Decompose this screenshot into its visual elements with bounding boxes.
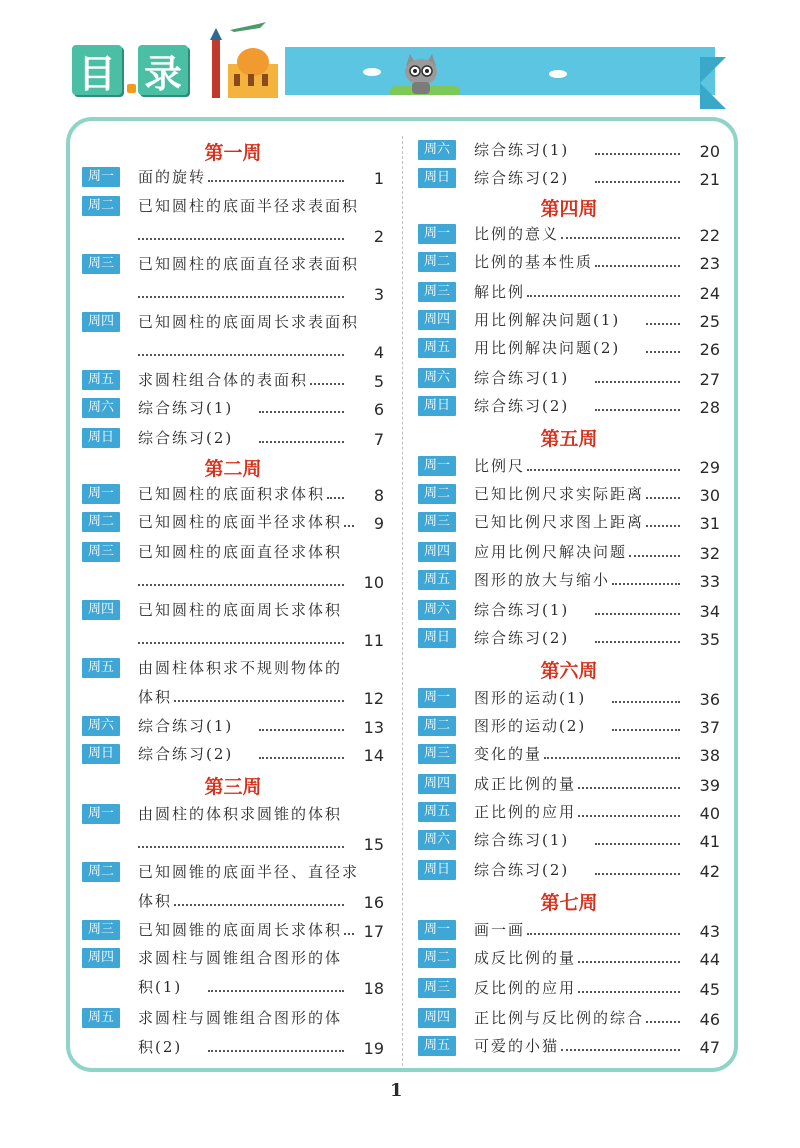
toc-entry-title: 正比例与反比例的综合	[474, 1009, 645, 1027]
leader-dots	[646, 525, 680, 527]
leader-dots	[174, 700, 344, 702]
toc-page-number: 9	[373, 514, 384, 533]
toc-entry-title: 用比例解决问题(2)	[474, 339, 621, 357]
toc-entry-title: 积(1)	[138, 978, 183, 996]
leader-dots	[612, 583, 680, 585]
leader-dots	[578, 787, 680, 789]
toc-page-number: 5	[373, 372, 384, 391]
toc-page-number: 30	[699, 486, 720, 505]
toc-page-number: 6	[373, 400, 384, 419]
day-tag: 周三	[418, 512, 456, 532]
toc-page-number: 46	[699, 1010, 720, 1029]
toc-page-number: 7	[373, 430, 384, 449]
leader-dots	[595, 381, 680, 383]
week-heading: 第七周	[540, 892, 598, 914]
day-tag: 周二	[418, 948, 456, 968]
toc-entry-title: 综合练习(1)	[474, 369, 570, 387]
leader-dots	[646, 1021, 680, 1023]
day-tag: 周五	[82, 370, 120, 390]
day-tag: 周一	[418, 920, 456, 940]
toc-page-number: 28	[699, 398, 720, 417]
day-tag: 周日	[418, 628, 456, 648]
toc-page-number: 18	[363, 979, 384, 998]
leader-dots	[595, 181, 680, 183]
toc-page-number: 45	[699, 980, 720, 999]
toc-page-number: 37	[699, 718, 720, 737]
toc-page-number: 14	[363, 746, 384, 765]
leader-dots	[578, 815, 680, 817]
toc-page-number: 17	[363, 922, 384, 941]
day-tag: 周五	[418, 570, 456, 590]
toc-entry-title: 综合练习(2)	[474, 169, 570, 187]
day-tag: 周二	[82, 512, 120, 532]
toc-entry-title: 已知比例尺求实际距离	[474, 485, 645, 503]
toc-entry-title: 反比例的应用	[474, 979, 577, 997]
toc-entry-title: 已知圆锥的底面半径、直径求	[138, 863, 360, 881]
leader-dots	[646, 497, 680, 499]
leader-dots	[138, 846, 344, 848]
toc-entry-title: 已知圆柱的底面周长求表面积	[138, 313, 360, 331]
toc-page-number: 13	[363, 718, 384, 737]
day-tag: 周日	[418, 168, 456, 188]
toc-page-number: 8	[373, 486, 384, 505]
leader-dots	[578, 991, 680, 993]
leader-dots	[544, 757, 680, 759]
leader-dots	[612, 729, 680, 731]
toc-entry-title: 综合练习(2)	[474, 629, 570, 647]
toc-entry-title: 综合练习(2)	[474, 397, 570, 415]
title-char-mu: 目	[72, 45, 122, 95]
leader-dots	[327, 497, 344, 499]
leader-dots	[595, 873, 680, 875]
toc-entry-title: 图形的放大与缩小	[474, 571, 611, 589]
toc-entry-title: 比例的意义	[474, 225, 560, 243]
leader-dots	[138, 642, 344, 644]
toc-entry-title: 求圆柱与圆锥组合图形的体	[138, 1009, 343, 1027]
day-tag: 周五	[82, 1008, 120, 1028]
toc-page-number: 21	[699, 170, 720, 189]
toc-page-number: 15	[363, 835, 384, 854]
day-tag: 周四	[82, 948, 120, 968]
day-tag: 周六	[418, 600, 456, 620]
leader-dots	[138, 354, 344, 356]
toc-page-number: 35	[699, 630, 720, 649]
leader-dots	[208, 1050, 344, 1052]
day-tag: 周六	[82, 716, 120, 736]
cloud-icon	[548, 68, 568, 78]
day-tag: 周三	[82, 254, 120, 274]
day-tag: 周二	[82, 196, 120, 216]
toc-entry-title: 体积	[138, 892, 173, 910]
castle-illustration	[200, 28, 290, 98]
day-tag: 周三	[418, 978, 456, 998]
toc-entry-title: 可爱的小猫	[474, 1037, 560, 1055]
leader-dots	[595, 613, 680, 615]
day-tag: 周四	[418, 310, 456, 330]
day-tag: 周六	[82, 398, 120, 418]
leader-dots	[629, 555, 680, 557]
week-heading: 第二周	[204, 458, 262, 480]
leader-dots	[595, 641, 680, 643]
leader-dots	[527, 933, 680, 935]
toc-entry-title: 图形的运动(2)	[474, 717, 587, 735]
day-tag: 周二	[418, 252, 456, 272]
toc-entry-title: 综合练习(1)	[138, 717, 234, 735]
toc-page-number: 36	[699, 690, 720, 709]
day-tag: 周一	[82, 484, 120, 504]
toc-page-number: 34	[699, 602, 720, 621]
day-tag: 周一	[418, 688, 456, 708]
leader-dots	[595, 153, 680, 155]
leader-dots	[138, 238, 344, 240]
day-tag: 周四	[418, 542, 456, 562]
leader-dots	[208, 990, 344, 992]
toc-page-number: 25	[699, 312, 720, 331]
toc-entry-title: 图形的运动(1)	[474, 689, 587, 707]
day-tag: 周二	[418, 484, 456, 504]
toc-entry-title: 已知比例尺求图上距离	[474, 513, 645, 531]
day-tag: 周五	[418, 1036, 456, 1056]
toc-page-number: 32	[699, 544, 720, 563]
leader-dots	[259, 411, 344, 413]
leader-dots	[595, 409, 680, 411]
toc-entry-title: 已知圆锥的底面周长求体积	[138, 921, 343, 939]
leader-dots	[138, 296, 344, 298]
toc-page-number: 31	[699, 514, 720, 533]
day-tag: 周二	[82, 862, 120, 882]
day-tag: 周三	[82, 542, 120, 562]
toc-page-number: 40	[699, 804, 720, 823]
week-heading: 第六周	[540, 660, 598, 682]
toc-entry-title: 用比例解决问题(1)	[474, 311, 621, 329]
leader-dots	[527, 295, 680, 297]
page-number: 1	[390, 1080, 403, 1101]
day-tag: 周五	[418, 338, 456, 358]
toc-page-number: 24	[699, 284, 720, 303]
toc-page-number: 22	[699, 226, 720, 245]
cat-mascot-icon	[398, 52, 444, 96]
day-tag: 周一	[418, 456, 456, 476]
toc-entry-title: 求圆柱与圆锥组合图形的体	[138, 949, 343, 967]
plane-icon	[228, 20, 268, 36]
toc-entry-title: 应用比例尺解决问题	[474, 543, 628, 561]
leader-dots	[310, 383, 344, 385]
leader-dots	[595, 843, 680, 845]
leader-dots	[561, 1049, 680, 1051]
toc-entry-title: 由圆柱体积求不规则物体的	[138, 659, 343, 677]
day-tag: 周六	[418, 368, 456, 388]
toc-entry-title: 综合练习(2)	[138, 429, 234, 447]
day-tag: 周四	[82, 600, 120, 620]
toc-entry-title: 面的旋转	[138, 168, 207, 186]
toc-entry-title: 已知圆柱的底面积求体积	[138, 485, 326, 503]
toc-entry-title: 综合练习(2)	[474, 861, 570, 879]
toc-entry-title: 已知圆柱的底面直径求体积	[138, 543, 343, 561]
header-banner	[285, 47, 715, 95]
day-tag: 周一	[82, 804, 120, 824]
toc-page-number: 16	[363, 893, 384, 912]
toc-entry-title: 比例的基本性质	[474, 253, 594, 271]
toc-entry-title: 由圆柱的体积求圆锥的体积	[138, 805, 343, 823]
toc-entry-title: 综合练习(1)	[474, 831, 570, 849]
day-tag: 周三	[418, 282, 456, 302]
title-char-lu: 录	[138, 45, 188, 95]
toc-page-number: 33	[699, 572, 720, 591]
banner-tail	[700, 57, 726, 109]
toc-entry-title: 成正比例的量	[474, 775, 577, 793]
toc-entry-title: 解比例	[474, 283, 526, 301]
toc-page-number: 12	[363, 689, 384, 708]
toc-page-number: 11	[363, 631, 384, 650]
toc-entry-title: 比例尺	[474, 457, 526, 475]
day-tag: 周日	[418, 860, 456, 880]
toc-entry-title: 体积	[138, 688, 173, 706]
toc-entry-title: 已知圆柱的底面半径求表面积	[138, 197, 360, 215]
day-tag: 周四	[418, 1008, 456, 1028]
toc-entry-title: 已知圆柱的底面周长求体积	[138, 601, 343, 619]
day-tag: 周日	[82, 428, 120, 448]
leader-dots	[259, 757, 344, 759]
toc-page-number: 39	[699, 776, 720, 795]
toc-page-number: 38	[699, 746, 720, 765]
day-tag: 周三	[82, 920, 120, 940]
toc-entry-title: 综合练习(2)	[138, 745, 234, 763]
week-heading: 第五周	[540, 428, 598, 450]
toc-entry-title: 综合练习(1)	[474, 141, 570, 159]
toc-entry-title: 综合练习(1)	[474, 601, 570, 619]
toc-entry-title: 变化的量	[474, 745, 543, 763]
day-tag: 周六	[418, 830, 456, 850]
toc-page-number: 1	[373, 169, 384, 188]
column-divider	[402, 136, 403, 1066]
week-heading: 第四周	[540, 198, 598, 220]
toc-entry-title: 画一画	[474, 921, 526, 939]
toc-entry-title: 综合练习(1)	[138, 399, 234, 417]
leader-dots	[138, 584, 344, 586]
toc-page-number: 47	[699, 1038, 720, 1057]
week-heading: 第三周	[204, 776, 262, 798]
leader-dots	[595, 265, 680, 267]
toc-page-number: 29	[699, 458, 720, 477]
leader-dots	[612, 701, 680, 703]
toc-page-number: 27	[699, 370, 720, 389]
toc-page-number: 4	[373, 343, 384, 362]
day-tag: 周一	[418, 224, 456, 244]
leader-dots	[646, 323, 680, 325]
day-tag: 周二	[418, 716, 456, 736]
toc-entry-title: 已知圆柱的底面半径求体积	[138, 513, 343, 531]
toc-page-number: 23	[699, 254, 720, 273]
day-tag: 周四	[82, 312, 120, 332]
toc-entry-title: 正比例的应用	[474, 803, 577, 821]
leader-dots	[646, 351, 680, 353]
day-tag: 周三	[418, 744, 456, 764]
leader-dots	[174, 904, 344, 906]
toc-page-number: 41	[699, 832, 720, 851]
leader-dots	[561, 237, 680, 239]
toc-entry-title: 积(2)	[138, 1038, 183, 1056]
leader-dots	[208, 180, 344, 182]
toc-page-number: 3	[373, 285, 384, 304]
toc-page-number: 10	[363, 573, 384, 592]
toc-entry-title: 求圆柱组合体的表面积	[138, 371, 309, 389]
cloud-icon	[362, 66, 382, 76]
toc-page-number: 43	[699, 922, 720, 941]
day-tag: 周五	[418, 802, 456, 822]
toc-page-number: 44	[699, 950, 720, 969]
toc-entry-title: 成反比例的量	[474, 949, 577, 967]
leader-dots	[259, 729, 344, 731]
day-tag: 周一	[82, 167, 120, 187]
day-tag: 周日	[82, 744, 120, 764]
leader-dots	[259, 441, 344, 443]
day-tag: 周四	[418, 774, 456, 794]
title-dot	[127, 84, 136, 93]
toc-page-number: 19	[363, 1039, 384, 1058]
day-tag: 周五	[82, 658, 120, 678]
toc-page-number: 2	[373, 227, 384, 246]
toc-entry-title: 已知圆柱的底面直径求表面积	[138, 255, 360, 273]
day-tag: 周六	[418, 140, 456, 160]
leader-dots	[578, 961, 680, 963]
page-header	[0, 0, 800, 112]
toc-page-number: 26	[699, 340, 720, 359]
day-tag: 周日	[418, 396, 456, 416]
leader-dots	[527, 469, 680, 471]
toc-page-number: 42	[699, 862, 720, 881]
toc-page-number: 20	[699, 142, 720, 161]
week-heading: 第一周	[204, 142, 262, 164]
